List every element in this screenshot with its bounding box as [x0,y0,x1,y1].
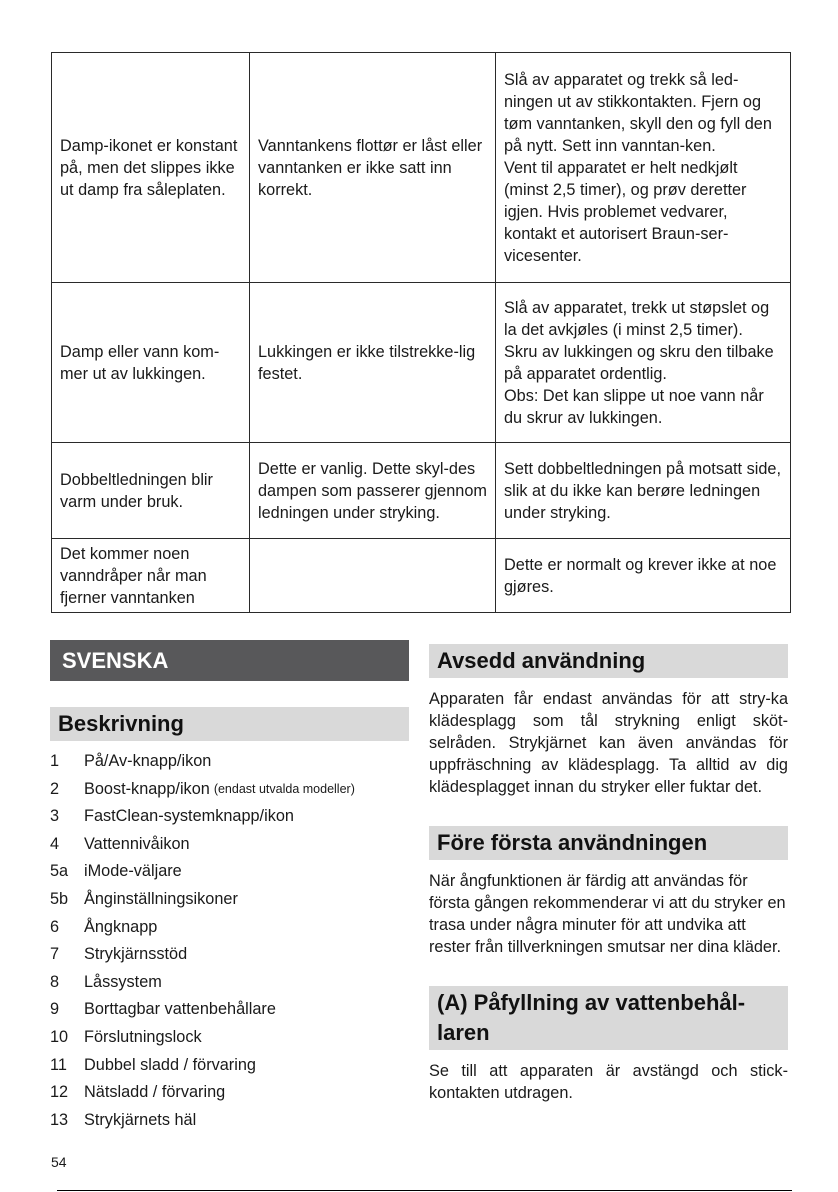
filling-heading: (A) Påfyllning av vattenbehål-laren [429,986,788,1050]
solution-cell [496,443,791,539]
part-number: 9 [50,1000,60,1019]
part-label: Strykjärnsstöd [84,945,188,964]
part-label: Vattennivåikon [84,834,190,853]
solution-line: Slå av apparatet, trekk ut støpslet og la det avkjøles (i minst 2,5 timer). [504,298,770,339]
cause-cell: Lukkingen er ikke tilstrekke-lig festet. [250,283,496,443]
part-note: (endast utvalda modeller) [213,781,355,796]
part-label: Förslutningslock [84,1027,202,1046]
table-row [52,539,791,613]
left-column [50,640,409,1134]
part-label: Låssystem [84,972,162,991]
solution-line: Sett dobbeltledningen på motsatt side, slik at du ikke kan berøre ledningen under stryking. [504,459,781,522]
table-row [52,443,791,539]
list-item [50,1079,409,1107]
part-label: Nätsladd / förvaring [84,1083,226,1102]
description-heading: Beskrivning [50,707,409,741]
list-item [50,969,409,997]
first-use-text [429,870,788,958]
list-item [50,776,409,804]
part-number: 12 [50,1083,69,1102]
list-item [50,886,409,914]
cause-cell: Vanntankens flottør er låst eller vanntanken er ikke satt inn korrekt. [250,53,496,283]
part-number: 11 [50,1055,67,1074]
bottom-rule [57,1190,792,1191]
part-number: 5b [50,889,69,908]
cause-cell: Dette er vanlig. Dette skyl-des dampen som passerer gjennom ledningen under stryking. [250,443,496,539]
part-number: 2 [50,779,60,798]
right-column [429,644,788,1104]
list-item [50,858,409,886]
part-number: 6 [50,917,60,936]
solution-line: Slå av apparatet og trekk så led-ningen ut av stikkontakten. Fjern og tøm vanntanken, skyll den og fyll den på nytt. Sett inn vanntan-ken. [504,70,772,155]
solution-cell [496,539,791,613]
list-item [50,941,409,969]
solution-line: Obs: Det kan slippe ut noe vann når du skrur av lukkingen. [504,386,764,427]
list-item [50,803,409,831]
intended-use-heading: Avsedd användning [429,644,788,678]
part-number: 3 [50,807,60,826]
problem-cell: Det kommer noen vanndråper når man fjerner vanntanken [52,539,250,613]
table-row [52,53,791,283]
intended-use-text: Apparaten får endast användas för att stry-ka klädesplagg som tål strykning enligt sköt-selråden. Strykjärnet kan även användas för uppfräschning av klädesplagg. Ta alltid av dig klädesplagget innan du stryker eller fuktar det. [429,690,788,796]
solution-line: Vent til apparatet er helt nedkjølt (minst 2,5 timer), og prøv deretter igjen. Hvis problemet vedvarer, kontakt et autorisert Braun-ser-vicesenter. [504,158,747,265]
filling-text: Se till att apparaten är avstängd och stick-kontakten utdragen. [429,1062,788,1102]
part-number: 13 [50,1110,69,1129]
problem-cell: Damp eller vann kom-mer ut av lukkingen. [52,283,250,443]
solution-cell [496,283,791,443]
part-label: Dubbel sladd / förvaring [84,1055,256,1074]
text-line: för första gången rekommenderar vi att [429,872,748,912]
part-number: 8 [50,972,60,991]
part-number: 10 [50,1027,69,1046]
part-label: iMode-väljare [84,862,182,881]
part-label: Strykjärnets häl [84,1110,197,1129]
text-line: för att undvika att rester från tillverkningen [429,916,746,956]
page-number: 54 [51,1154,67,1170]
cause-cell [250,539,496,613]
part-label: Boost-knapp/ikon [84,779,210,798]
table-row [52,283,791,443]
text-line: När ångfunktionen är färdig att användas [429,872,725,890]
problem-cell: Damp-ikonet er konstant på, men det slippes ikke ut damp fra såleplaten. [52,53,250,283]
part-label: Ångknapp [84,917,158,936]
list-item [50,748,409,776]
part-label: Ånginställningsikoner [84,889,238,908]
solution-cell [496,53,791,283]
solution-line: Skru av lukkingen og skru den tilbake på apparatet ordentlig. [504,342,774,383]
list-item [50,1024,409,1052]
list-item [50,914,409,942]
list-item [50,996,409,1024]
language-heading: SVENSKA [50,640,409,681]
list-item [50,1107,409,1135]
part-number: 4 [50,834,60,853]
list-item [50,831,409,859]
part-number: 7 [50,945,60,964]
part-label: På/Av-knapp/ikon [84,752,212,770]
parts-list [50,748,409,1134]
troubleshooting-table [51,52,791,613]
list-item [50,1052,409,1080]
solution-line: Dette er normalt og krever ikke at noe gjøres. [504,555,777,596]
text-line: smutsar ner dina kläder. [607,938,782,956]
part-number: 1 [50,752,60,770]
part-number: 5a [50,862,69,881]
problem-cell: Dobbeltledningen blir varm under bruk. [52,443,250,539]
text-line: du stryker en trasa under några minuter [429,894,786,934]
part-label: Borttagbar vattenbehållare [84,1000,276,1019]
first-use-heading: Före första användningen [429,826,788,860]
part-label: FastClean-systemknapp/ikon [84,807,294,826]
